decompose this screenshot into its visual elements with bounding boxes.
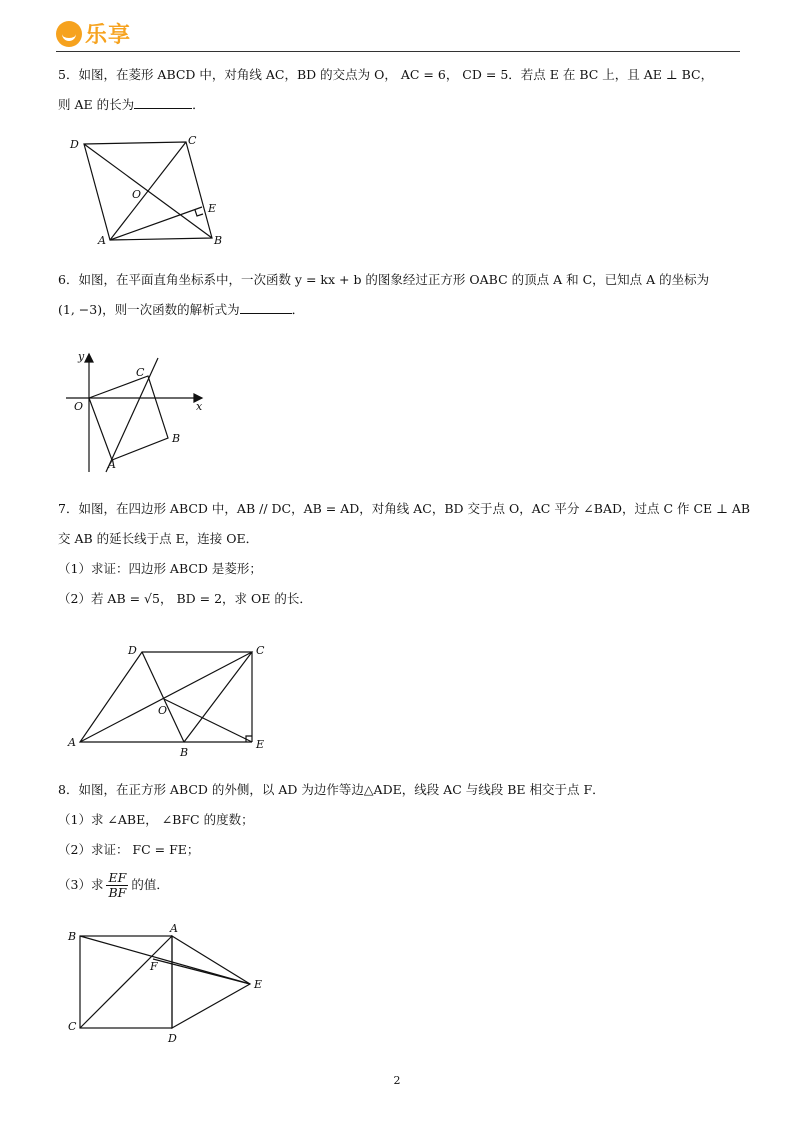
question-7 xyxy=(58,494,751,614)
q7-figure xyxy=(66,642,276,757)
q6-figure xyxy=(64,348,214,476)
label-a: A xyxy=(68,736,76,749)
q7-part2: （2）若 AB = √5， BD = 2，求 OE 的长． xyxy=(58,591,312,606)
label-d: D xyxy=(168,1032,177,1045)
square-oabc xyxy=(89,376,168,460)
triangle-ade xyxy=(172,936,250,1028)
q5-blank-end: ． xyxy=(192,97,205,112)
q5-figure xyxy=(62,132,232,252)
fraction-numerator: EF xyxy=(106,871,128,886)
q8-line1: 8．如图，在正方形 ABCD 的外侧，以 AD 为边作等边△ADE，线段 AC 与线段 BE 相交于点 F． xyxy=(58,782,605,797)
line-y-kx-b xyxy=(106,358,158,472)
label-b: B xyxy=(214,234,223,247)
q8-figure xyxy=(64,922,274,1048)
q6-line2-text: (1, −3)，则一次函数的解析式为 xyxy=(58,302,240,317)
label-o: O xyxy=(132,188,142,201)
question-5 xyxy=(58,60,748,120)
label-a: A xyxy=(170,922,178,935)
answer-blank xyxy=(134,96,192,109)
fraction-denominator: BF xyxy=(108,885,127,900)
q7-line2: 交 AB 的延长线于点 E，连接 OE． xyxy=(58,531,259,546)
q8-part3 xyxy=(58,865,748,905)
label-b: B xyxy=(180,746,189,757)
q7-line1: 7．如图，在四边形 ABCD 中，AB // DC，AB = AD，对角线 AC，BD 交于点 O，AC 平分 ∠BAD，过点 C 作 CE ⊥ AB xyxy=(58,501,751,516)
label-o: O xyxy=(74,400,84,413)
q8-part1: （1）求 ∠ABE， ∠BFC 的度数； xyxy=(58,812,254,827)
label-c: C xyxy=(68,1020,77,1033)
page-number: 2 xyxy=(393,1074,401,1087)
diagonal-ac xyxy=(80,936,172,1028)
q5-line2 xyxy=(58,90,748,120)
segment-oe xyxy=(164,699,252,742)
q6-blank-end: ． xyxy=(291,302,305,317)
logo-text: 乐享 xyxy=(85,23,132,48)
header-divider xyxy=(56,51,740,52)
label-c: C xyxy=(256,644,265,657)
label-d: D xyxy=(70,138,79,151)
q5-line2-text: 则 AE 的长为 xyxy=(58,97,135,112)
label-f: F xyxy=(150,960,158,973)
question-6 xyxy=(58,265,748,325)
label-b: B xyxy=(68,930,77,943)
q5-line1: 5．如图，在菱形 ABCD 中，对角线 AC，BD 的交点为 O， AC = 6， CD = 5．若点 E 在 BC 上，且 AE ⊥ BC， xyxy=(58,67,714,82)
diagonal-bd xyxy=(84,144,212,238)
label-c: C xyxy=(188,134,197,147)
label-a: A xyxy=(98,234,106,247)
label-a: A xyxy=(108,458,116,471)
label-c: C xyxy=(136,366,145,379)
label-e: E xyxy=(256,738,265,751)
logo xyxy=(56,18,131,49)
label-b: B xyxy=(172,432,181,445)
q7-part1: （1）求证：四边形 ABCD 是菱形； xyxy=(58,561,262,576)
question-8 xyxy=(58,775,748,905)
q8-part3-suffix: 的值． xyxy=(131,877,169,892)
fraction-ef-bf xyxy=(106,871,128,900)
page-header xyxy=(56,18,740,52)
logo-icon xyxy=(56,21,82,47)
q8-part3-prefix: （3）求 xyxy=(58,877,104,892)
q8-part2: （2）求证： FC = FE； xyxy=(58,842,200,857)
label-e: E xyxy=(254,978,263,991)
answer-blank xyxy=(240,301,292,314)
segment-ae xyxy=(110,207,202,240)
q6-line2 xyxy=(58,295,748,325)
label-d: D xyxy=(128,644,137,657)
label-y: y xyxy=(78,350,85,363)
label-e: E xyxy=(208,202,217,215)
q6-line1: 6．如图，在平面直角坐标系中，一次函数 y = kx + b 的图象经过正方形 OABC 的顶点 A 和 C，已知点 A 的坐标为 xyxy=(58,272,710,287)
diagonal-bd xyxy=(142,652,184,742)
y-axis-arrow xyxy=(85,354,93,362)
diagonal-ac xyxy=(80,652,252,742)
right-angle-mark xyxy=(195,210,203,216)
label-x: x xyxy=(196,400,203,413)
segment-fe xyxy=(153,959,250,984)
label-o: O xyxy=(158,704,168,717)
